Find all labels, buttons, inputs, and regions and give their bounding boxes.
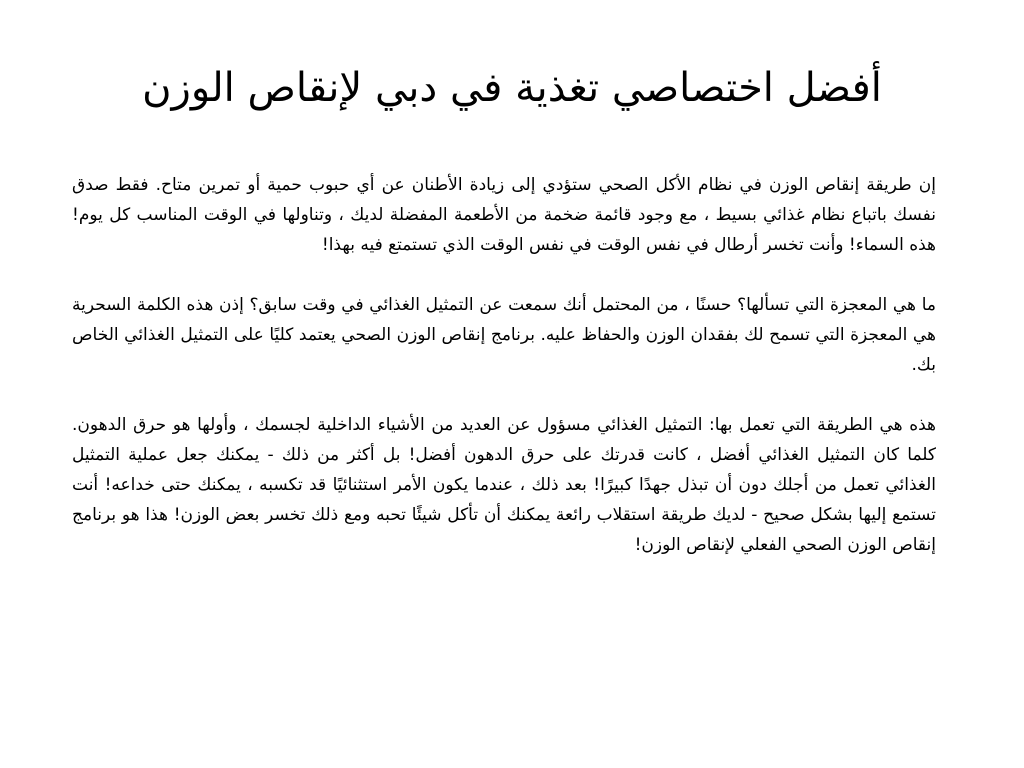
body-paragraph-1: إن طريقة إنقاص الوزن في نظام الأكل الصحي ستؤدي إلى زيادة الأطنان عن أي حبوب حمية أو تمرين متاح. فقط صدق نفسك باتباع نظام غذائي بسيط ، مع وجود قائمة ضخمة من الأطعمة المفضلة لديك ، وتناولها في الوقت المناسب كل يوم! هذه السماء! وأنت تخسر أرطال في نفس الوقت في نفس الوقت الذي تستمتع فيه بهذا! [72, 175, 936, 255]
slide-body [72, 170, 936, 590]
body-paragraph-3: هذه هي الطريقة التي تعمل بها: التمثيل الغذائي مسؤول عن العديد من الأشياء الداخلية لجسمك ، وأولها هو حرق الدهون. كلما كان التمثيل الغذائي أفضل ، كانت قدرتك على حرق الدهون أفضل! بل أكثر من ذلك - يمكنك جعل عملية التمثيل الغذائي تعمل من أجلك دون أن تبذل جهدًا كبيرًا! بعد ذلك ، عندما يكون الأمر استثنائيًا قد تكسبه ، يمكنك حتى خداعه! أنت تستمع إليها بشكل صحيح - لديك طريقة استقلاب رائعة يمكنك أن تأكل شيئًا تحبه ومع ذلك تخسر بعض الوزن! هذا هو برنامج إنقاص الوزن الصحي الفعلي لإنقاص الوزن! [72, 415, 936, 555]
body-paragraph-2: ما هي المعجزة التي تسألها؟ حسنًا ، من المحتمل أنك سمعت عن التمثيل الغذائي في وقت سابق؟ إذن هذه الكلمة السحرية هي المعجزة التي تسمح لك بفقدان الوزن والحفاظ عليه. برنامج إنقاص الوزن الصحي يعتمد كليًا على التمثيل الغذائي الخاص بك. [72, 295, 936, 375]
slide-title: أفضل اختصاصي تغذية في دبي لإنقاص الوزن [142, 65, 882, 111]
